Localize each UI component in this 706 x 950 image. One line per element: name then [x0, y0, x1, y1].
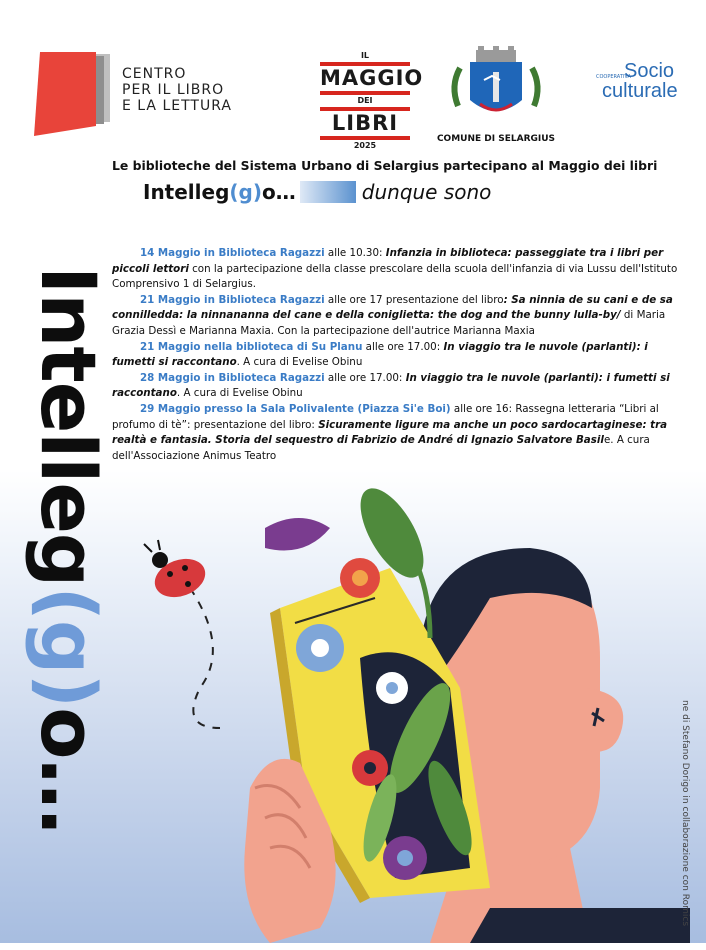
centro-line2: PER IL LIBRO [122, 82, 225, 98]
logo-socio-culturale [596, 60, 686, 110]
coat-of-arms-icon [436, 46, 556, 132]
maggio-top: IL [360, 51, 370, 60]
logo-maggio-dei-libri [320, 51, 424, 150]
event-title: In viaggio tra le nuvole (parlanti): i fumetti si raccontano [112, 371, 670, 400]
event-title: Sicuramente ligure ma anche un poco sardocartaginese: tra realtà e fantasia. Storia del sequestro di Fabrizio de André di Ignazio Salvatore Basil [112, 418, 668, 447]
headline: Le biblioteche del Sistema Urbano di Selargius partecipano al Maggio dei libri [112, 158, 658, 173]
event-date: 21 Maggio in Biblioteca Ragazzi [140, 293, 325, 306]
centro-line1: CENTRO [122, 66, 187, 82]
maggio-line1: MAGGIO [320, 66, 424, 90]
event-date: 29 Maggio presso la Sala Polivalente (Piazza Si'e Boi) [140, 402, 451, 415]
event-item [112, 246, 682, 293]
vertical-g: (g) [24, 586, 113, 708]
reader-illustration [130, 488, 690, 943]
maggio-year: 2025 [353, 141, 377, 150]
event-item [112, 371, 682, 402]
event-item [112, 402, 682, 464]
comune-caption: COMUNE DI SELARGIUS [436, 134, 556, 144]
highlight-box [300, 181, 356, 203]
event-pre: alle ore 17 presentazione del libro [324, 293, 504, 306]
event-post: e. A cura dell'Associazione Animus Teatro [112, 434, 650, 462]
events-list [112, 246, 682, 464]
event-pre: alle 10.30: [324, 247, 386, 259]
event-post: . A cura di Evelise Obinu [176, 387, 303, 400]
event-item [112, 293, 682, 340]
subtitle-dunque: dunque sono [361, 180, 492, 204]
event-post: di Maria Grazia Dessì e Marianna Maxia. Con la partecipazione dell'autrice Marianna Maxia [112, 309, 666, 337]
subtitle-g: (g) [229, 180, 263, 204]
socio-pre: COOPERATIVA [596, 74, 631, 80]
maggio-line2: LIBRI [331, 111, 399, 135]
subtitle [143, 180, 491, 204]
vertical-part2: o… [24, 707, 113, 834]
vertical-title [24, 266, 113, 866]
subtitle-part2: o… [262, 180, 296, 204]
event-date: 28 Maggio in Biblioteca Ragazzi [140, 371, 325, 384]
event-post: . A cura di Evelise Obinu [236, 356, 363, 369]
centro-libro-icon [30, 48, 120, 138]
socio-line1: Socio [624, 60, 675, 82]
event-pre: alle ore 17.00: [362, 340, 444, 353]
event-title: In viaggio tra le nuvole (parlanti): i fumetti si raccontano [112, 340, 648, 369]
event-item [112, 340, 682, 371]
vertical-part1: Intelleg [24, 266, 113, 587]
event-post: con la partecipazione della classe prescolare della scuola dell'infanzia di via Lussu dell'Istituto Comprensivo 1 di Selargius. [112, 262, 678, 291]
reader-with-book-icon [130, 488, 690, 943]
centro-line3: E LA LETTURA [122, 98, 232, 114]
maggio-mid: DEI [357, 96, 373, 105]
event-date: 21 Maggio nella biblioteca di Su Planu [140, 340, 363, 353]
event-title: : Sa ninnia de su cani e de sa connilledda: la ninnananna del cane e della coniglietta: the dog and the bunny lulla-by/ [112, 293, 673, 322]
subtitle-part1: Intelleg [143, 180, 230, 204]
event-pre: alle ore 16: Rassegna letteraria “Libri al profumo di tè”: presentazione del libro: [112, 402, 659, 431]
credit-text: ne di Stefano Dorigo in collaborazione con Romics [680, 700, 690, 927]
logo-comune [436, 46, 556, 146]
logo-centro-libro [30, 48, 270, 138]
socio-line2: culturale [602, 80, 678, 102]
event-title: Infanzia in biblioteca: passeggiate tra i libri per piccoli lettori [112, 247, 664, 275]
event-date: 14 Maggio in Biblioteca Ragazzi [140, 247, 325, 259]
event-pre: alle ore 17.00: [324, 371, 406, 384]
